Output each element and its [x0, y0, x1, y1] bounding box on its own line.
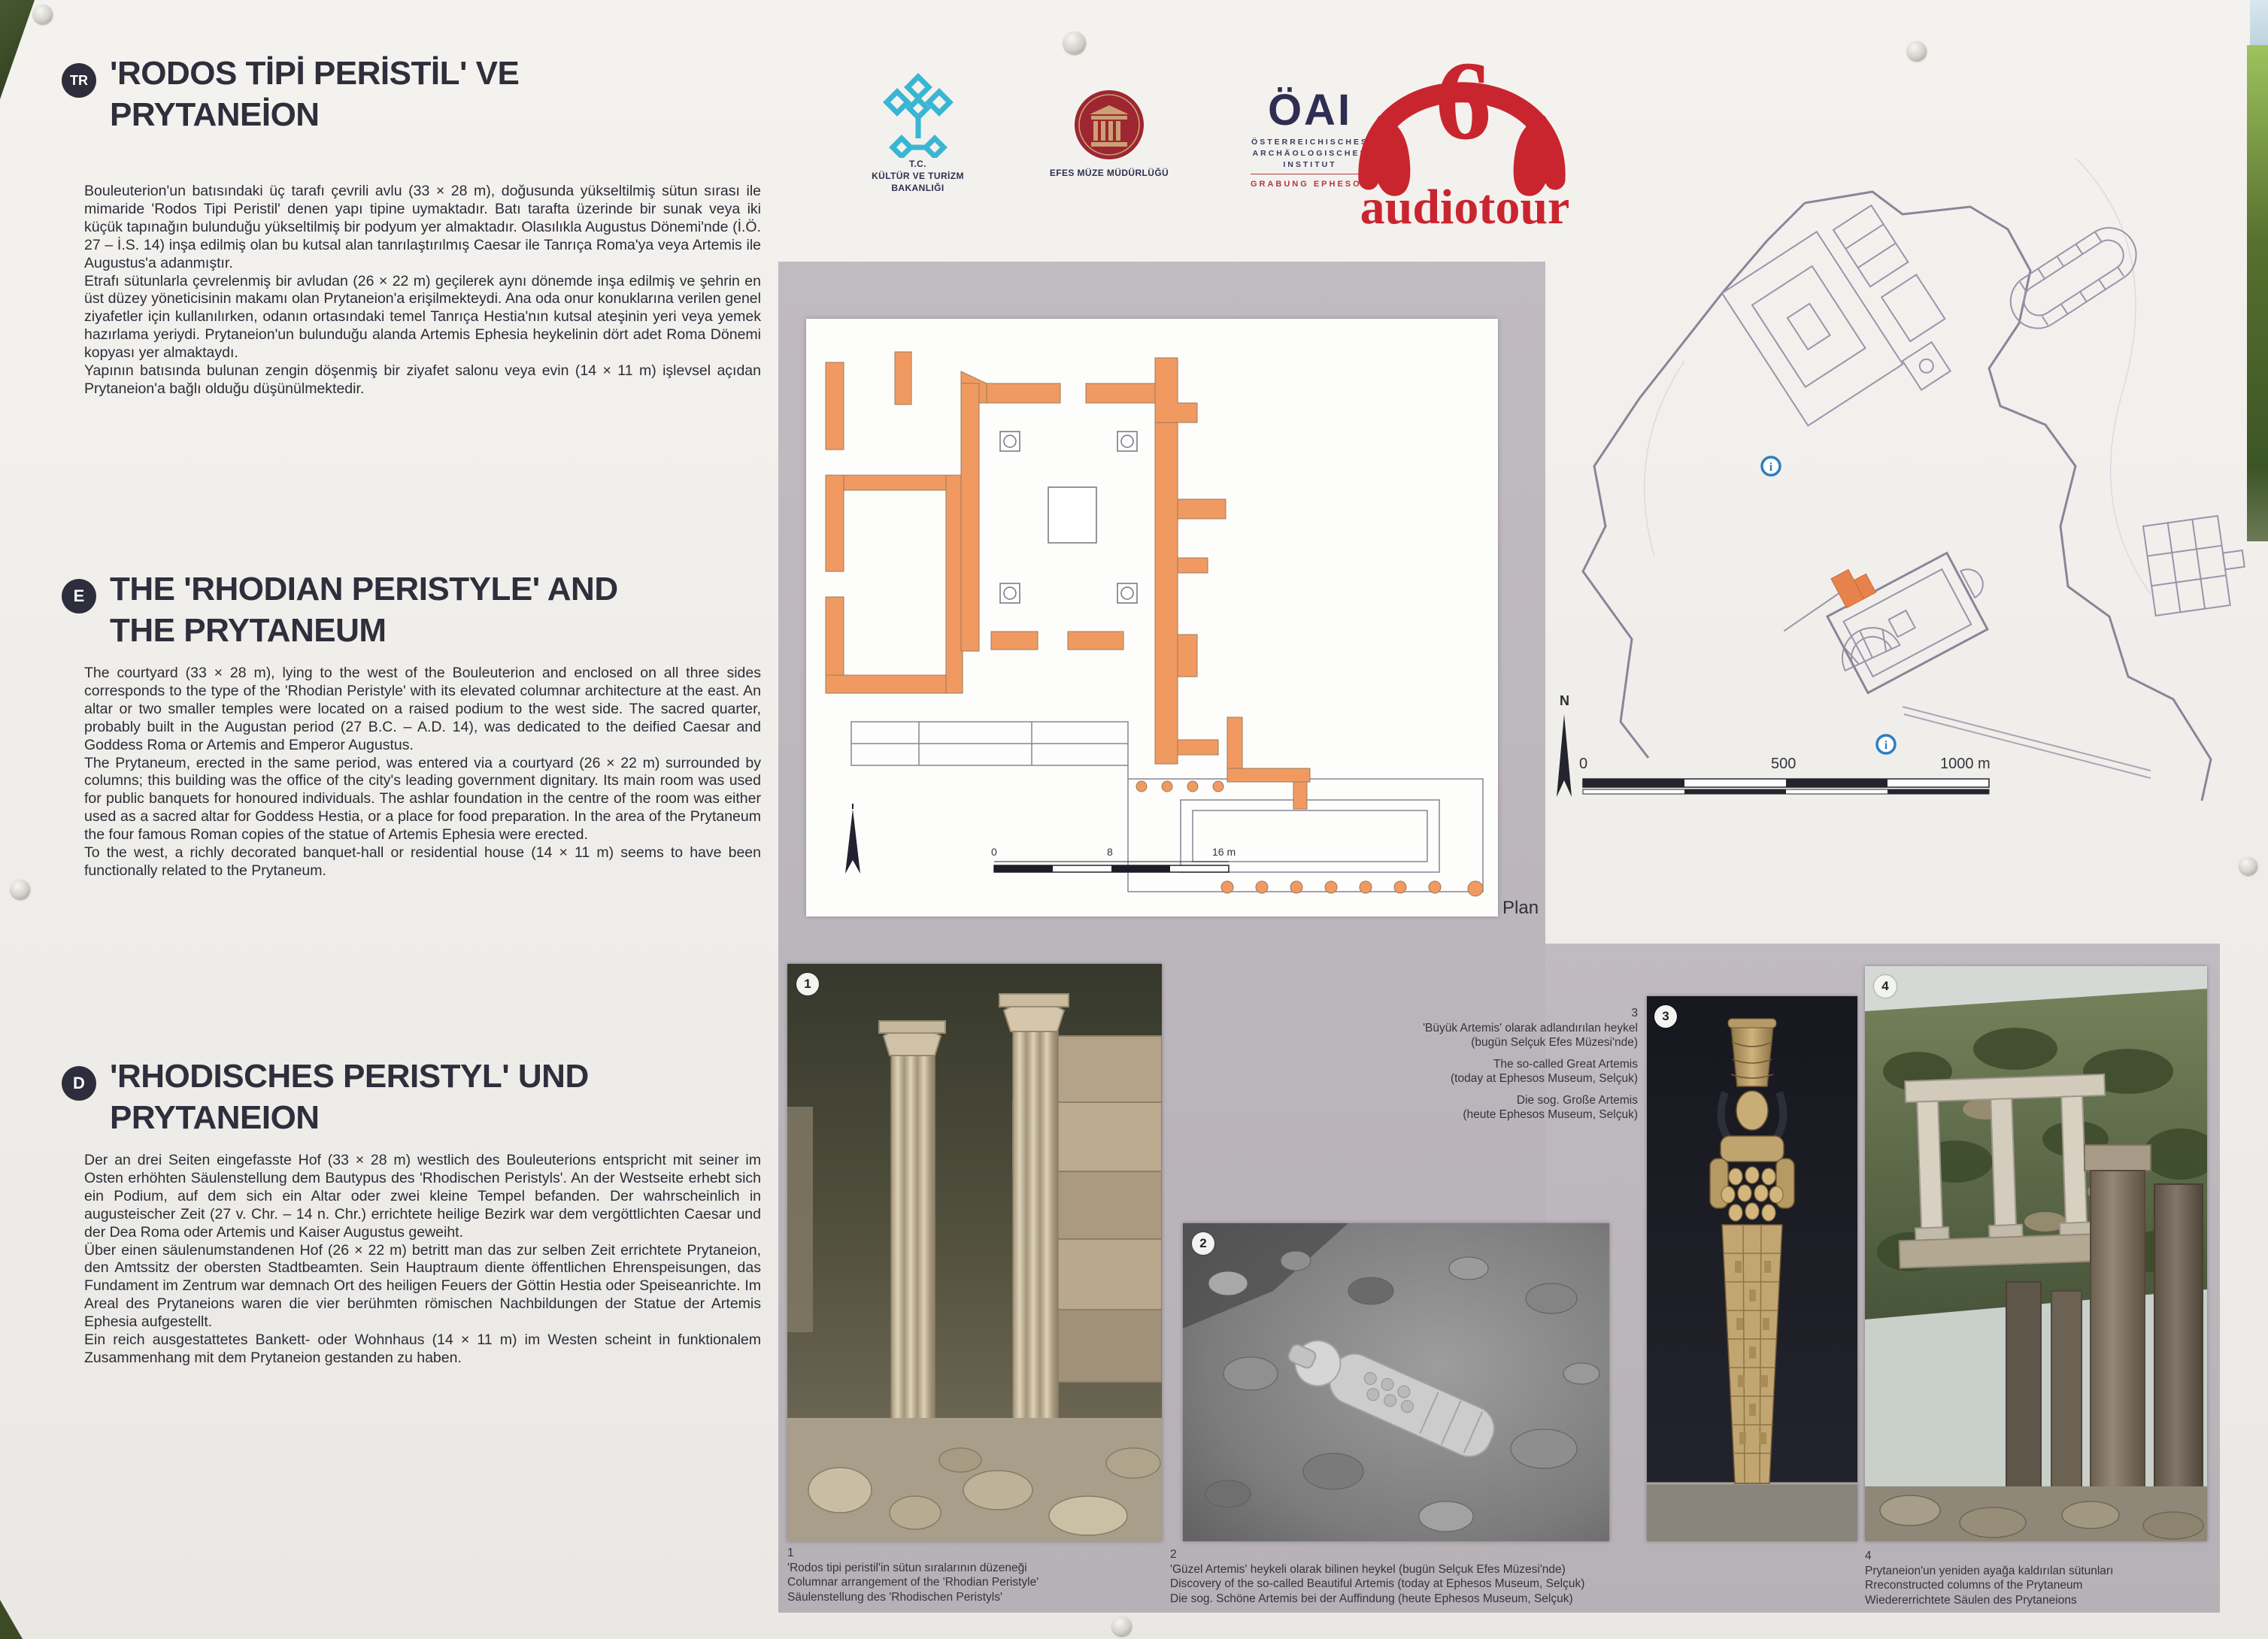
caption-great-artemis: [1408, 1006, 1638, 1122]
map-scale-end: 1000 m: [1940, 756, 1991, 772]
caption-line-en: Columnar arrangement of the 'Rhodian Peristyle': [787, 1576, 1039, 1589]
audiotour-label: audiotour: [1360, 180, 1570, 235]
section-body-en: [84, 665, 761, 880]
site-map: [1549, 45, 2248, 835]
paragraph: Yapının batısında bulunan zengin döşenmiş bir ziyafet salonu veya evin (14 × 11 m) işlevsel açıdan Prytaneion'a bağlı olduğu düşünülmektedir.: [84, 362, 761, 397]
section-title-en: [110, 568, 772, 651]
mounting-bolt: [1112, 1616, 1132, 1636]
oai-sub-line3: INSTITUT: [1283, 160, 1337, 169]
mounting-bolt: [2239, 857, 2257, 875]
svg-text:i: i: [1884, 739, 1888, 752]
caption-line-tr: (bugün Selçuk Efes Müzesi'nde): [1471, 1036, 1638, 1049]
plan-scale-mid: 8: [1107, 846, 1113, 858]
paragraph: Bouleuterion'un batısındaki üç tarafı çevrili avlu (33 × 28 m), doğusunda yükseltilmiş sütun sırası ile mimaride 'Rodos Tipi Peristil' denen yapı tipine uymaktadır. Batı tarafta üzerinde bir sunak veya iki küçük tapınağın bulunduğu yükseltilmiş bir podyum yer almaktadır. Olasılıkla Augustus Dönemi'nde (İ.Ö. 27 – İ.S. 14) inşa edilmiş olan bu kutsal alan tanrılaştırılmış Caesar ile Tanrıça Roma'ya veya Artemis ile Augustus'a adanmıştır.: [84, 183, 761, 271]
mounting-bolt: [33, 5, 53, 24]
paragraph: Über einen säulenumstandenen Hof (26 × 22 m) betritt man das zur selben Zeit errichtete Prytaneion, den Amtssitz der obersten Stadtbeamten. Sein Hauptraum diente öffentlichen Ehrenspeisungen, das Fundament im Zentrum war demnach Ort des heiligen Feuers der Göttin Hestia oder Speiseanrichte. Im Areal des Prytaneions waren die vier berühmten römischen Nachbildungen der Statue der Artemis Ephesia aufgestellt.: [84, 1241, 761, 1331]
photo-great-artemis-statue: [1647, 996, 1857, 1541]
photo-rhodian-peristyle-columns: [787, 964, 1162, 1541]
photo-number-badge: 4: [1874, 975, 1897, 998]
audiotour-number: 6: [1435, 38, 1492, 163]
caption-beautiful-artemis: [1170, 1547, 1651, 1606]
caption-line-de: Wiedererrichtete Säulen des Prytaneions: [1865, 1593, 2077, 1607]
svg-text:N: N: [1560, 693, 1569, 708]
map-scale-mid: 500: [1771, 756, 1797, 772]
map-agora: [1772, 517, 2004, 714]
section-title-tr: [110, 53, 772, 135]
oai-acronym: ÖAI: [1267, 86, 1353, 135]
caption-line-en: Rreconstructed columns of the Prytaneum: [1865, 1579, 2083, 1592]
photo-number-badge: 2: [1192, 1232, 1214, 1255]
caption-line-tr: 'Büyük Artemis' olarak adlandırılan heykel: [1423, 1021, 1638, 1035]
map-upper-buildings: [1722, 199, 1953, 426]
caption-number: 3: [1631, 1007, 1638, 1019]
building-plan: [806, 319, 1498, 916]
paragraph: To the west, a richly decorated banquet-hall or residential house (14 × 11 m) seems to have been functionally related to the Prytaneum.: [84, 844, 761, 879]
mounting-bolt: [11, 880, 30, 899]
caption-line-de: Die sog. Große Artemis: [1516, 1093, 1638, 1107]
caption-line-en: The so-called Great Artemis: [1493, 1057, 1638, 1071]
plan-scale-bar: [991, 846, 1236, 872]
title-line: 'RHODISCHES PERISTYL' UND: [110, 1058, 589, 1095]
paragraph: Der an drei Seiten eingefasste Hof (33 × 28 m) westlich des Bouleuterions entspricht mit seiner im Osten erhöhten Säulenstellung dem Bautypus des 'Rhodischen Peristyls'. An der Westseite erhebt sich ein Podium, auf dem sich ein Altar oder zwei kleine Tempel befanden. Der wahrscheinlich in augusteischer Zeit (27 v. Chr. – 14 n. Chr.) errichtete heilige Bezirk war dem vergöttlichten Caesar und der Dea Roma oder Artemis und Kaiser Augustus geweiht.: [84, 1152, 761, 1241]
plan-orange-walls: [826, 352, 1310, 809]
vegetation-bottom-left: [0, 1600, 23, 1639]
map-north-arrow: [1557, 693, 1572, 797]
vegetation-right-edge: [2247, 45, 2268, 541]
caption-line-en: (today at Ephesos Museum, Selçuk): [1451, 1072, 1638, 1085]
map-east-compound: [2143, 513, 2248, 615]
museum-seal-icon: [1073, 89, 1145, 161]
map-temple: [1903, 342, 1951, 390]
caption-line-tr: 'Rodos tipi peristil'in sütun sıralarının düzeneği: [787, 1561, 1027, 1574]
info-icon: [1877, 735, 1895, 753]
plan-courtyard-columns: [1136, 781, 1483, 896]
ministry-logo: [879, 66, 957, 158]
caption-line-de: Die sog. Schöne Artemis bei der Auffindung (heute Ephesos Museum, Selçuk): [1170, 1592, 1573, 1605]
oai-sub-line2: ARCHÄOLOGISCHES: [1252, 149, 1368, 158]
mounting-bolt: [1063, 32, 1086, 54]
language-badge-tr: TR: [62, 63, 96, 98]
section-title-de: [110, 1056, 772, 1138]
caption-line-tr: 'Güzel Artemis' heykeli olarak bilinen heykel (bugün Selçuk Efes Müzesi'nde): [1170, 1562, 1566, 1576]
caption-line-tr: Prytaneion'un yeniden ayağa kaldırılan sütunları: [1865, 1564, 2114, 1577]
paragraph: The courtyard (33 × 28 m), lying to the west of the Bouleuterion and enclosed on all three sides corresponds to the type of the 'Rhodian Peristyle' with its elevated columnar architecture at the east. An altar or two smaller temples were located on a raised podium to the west side. The sacred quarter, probably built in the Augustan period (27 B.C. – A.D. 14), was dedicated to the deified Caesar and Goddess Roma or Artemis and Emperor Augustus.: [84, 665, 761, 753]
language-badge-en: E: [62, 579, 96, 613]
plan-scale-end: 16 m: [1212, 846, 1236, 858]
oai-sub-line1: ÖSTERREICHISCHES: [1251, 138, 1369, 147]
caption-line-de: (heute Ephesos Museum, Selçuk): [1463, 1108, 1638, 1121]
map-scale-0: 0: [1579, 756, 1588, 772]
caption-rhodian-columns: [787, 1546, 1141, 1604]
section-body-de: [84, 1152, 761, 1368]
svg-text:i: i: [1769, 461, 1773, 474]
oai-grabung-ephesos: GRABUNG EPHESOS: [1251, 174, 1369, 192]
map-contours: [1645, 158, 2151, 594]
plan-scale-0: 0: [991, 846, 997, 858]
paragraph: Etrafı sütunlarla çevrelenmiş bir avludan (26 × 22 m) geçilerek aynı dönemde inşa edilmiş ve şehrin en üst düzey yöneticisinin makamı olan Prytaneion'a erişilmekteydi. Ana oda onur konuklarına verilen genel ziyafetler için kullanılırken, odanın ortasındaki temel Tanrıça Hestia'nın kutsal ateşinin yeri veya yemek hazırlama yeriydi. Prytaneion'un bulunduğu alanda Artemis Ephesia heykelinin dört adet Roma Dönemi kopyası yer almaktaydı.: [84, 272, 761, 362]
title-line: 'RODOS TİPİ PERİSTİL' VE: [110, 55, 520, 92]
museum-logo-block: [1049, 89, 1169, 179]
museum-label: EFES MÜZE MÜDÜRLÜĞÜ: [1049, 168, 1169, 178]
title-line: THE PRYTANEUM: [110, 612, 387, 649]
photo-number-badge: 1: [796, 973, 819, 995]
vegetation-top-left: [0, 0, 35, 99]
plan-caption: Plan: [1502, 898, 1539, 918]
title-line: PRYTANEION: [110, 1099, 320, 1136]
ministry-logo-block: [848, 66, 987, 194]
paragraph: Ein reich ausgestattetes Bankett- oder Wohnhaus (14 × 11 m) im Westen scheint in funktionalem Zusammenhang mit dem Prytaneion gestanden zu haben.: [84, 1331, 761, 1366]
title-line: THE 'RHODIAN PERISTYLE' AND: [110, 571, 618, 607]
section-body-tr: [84, 183, 761, 398]
ministry-label-line2: KÜLTÜR VE TURİZM BAKANLIĞI: [872, 171, 964, 193]
caption-number: 4: [1865, 1550, 1872, 1562]
info-icon: [1762, 457, 1780, 475]
caption-number: 2: [1170, 1548, 1177, 1561]
caption-number: 1: [787, 1547, 794, 1559]
photo-artemis-discovery: [1183, 1223, 1609, 1541]
caption-line-de: Säulenstellung des 'Rhodischen Peristyls': [787, 1590, 1002, 1604]
paragraph: The Prytaneum, erected in the same period, was entered via a courtyard (26 × 22 m) surrounded by columns; this building was the office of the city's leading government dignitary. Its main room was used for public banquets for honoured individuals. The ashlar foundation in the centre of the room was either used as a sacred altar for Goddess Hestia, or a place for food preparation. In the area of the Prytaneum the four famous Roman copies of the statue of Artemis Ephesia were erected.: [84, 754, 761, 844]
ministry-label-line1: T.C.: [909, 159, 926, 169]
plan-north-arrow: [845, 804, 860, 874]
map-scale-bar: [1579, 756, 1991, 794]
title-line: PRYTANEİON: [110, 96, 320, 133]
plan-column-bases: [1000, 432, 1137, 603]
photo-number-badge: 3: [1654, 1005, 1677, 1028]
photo-reconstructed-columns: [1865, 966, 2207, 1541]
caption-reconstructed-columns: [1865, 1549, 2218, 1607]
language-badge-de: D: [62, 1066, 96, 1101]
caption-line-en: Discovery of the so-called Beautiful Artemis (today at Ephesos Museum, Selçuk): [1170, 1577, 1585, 1590]
